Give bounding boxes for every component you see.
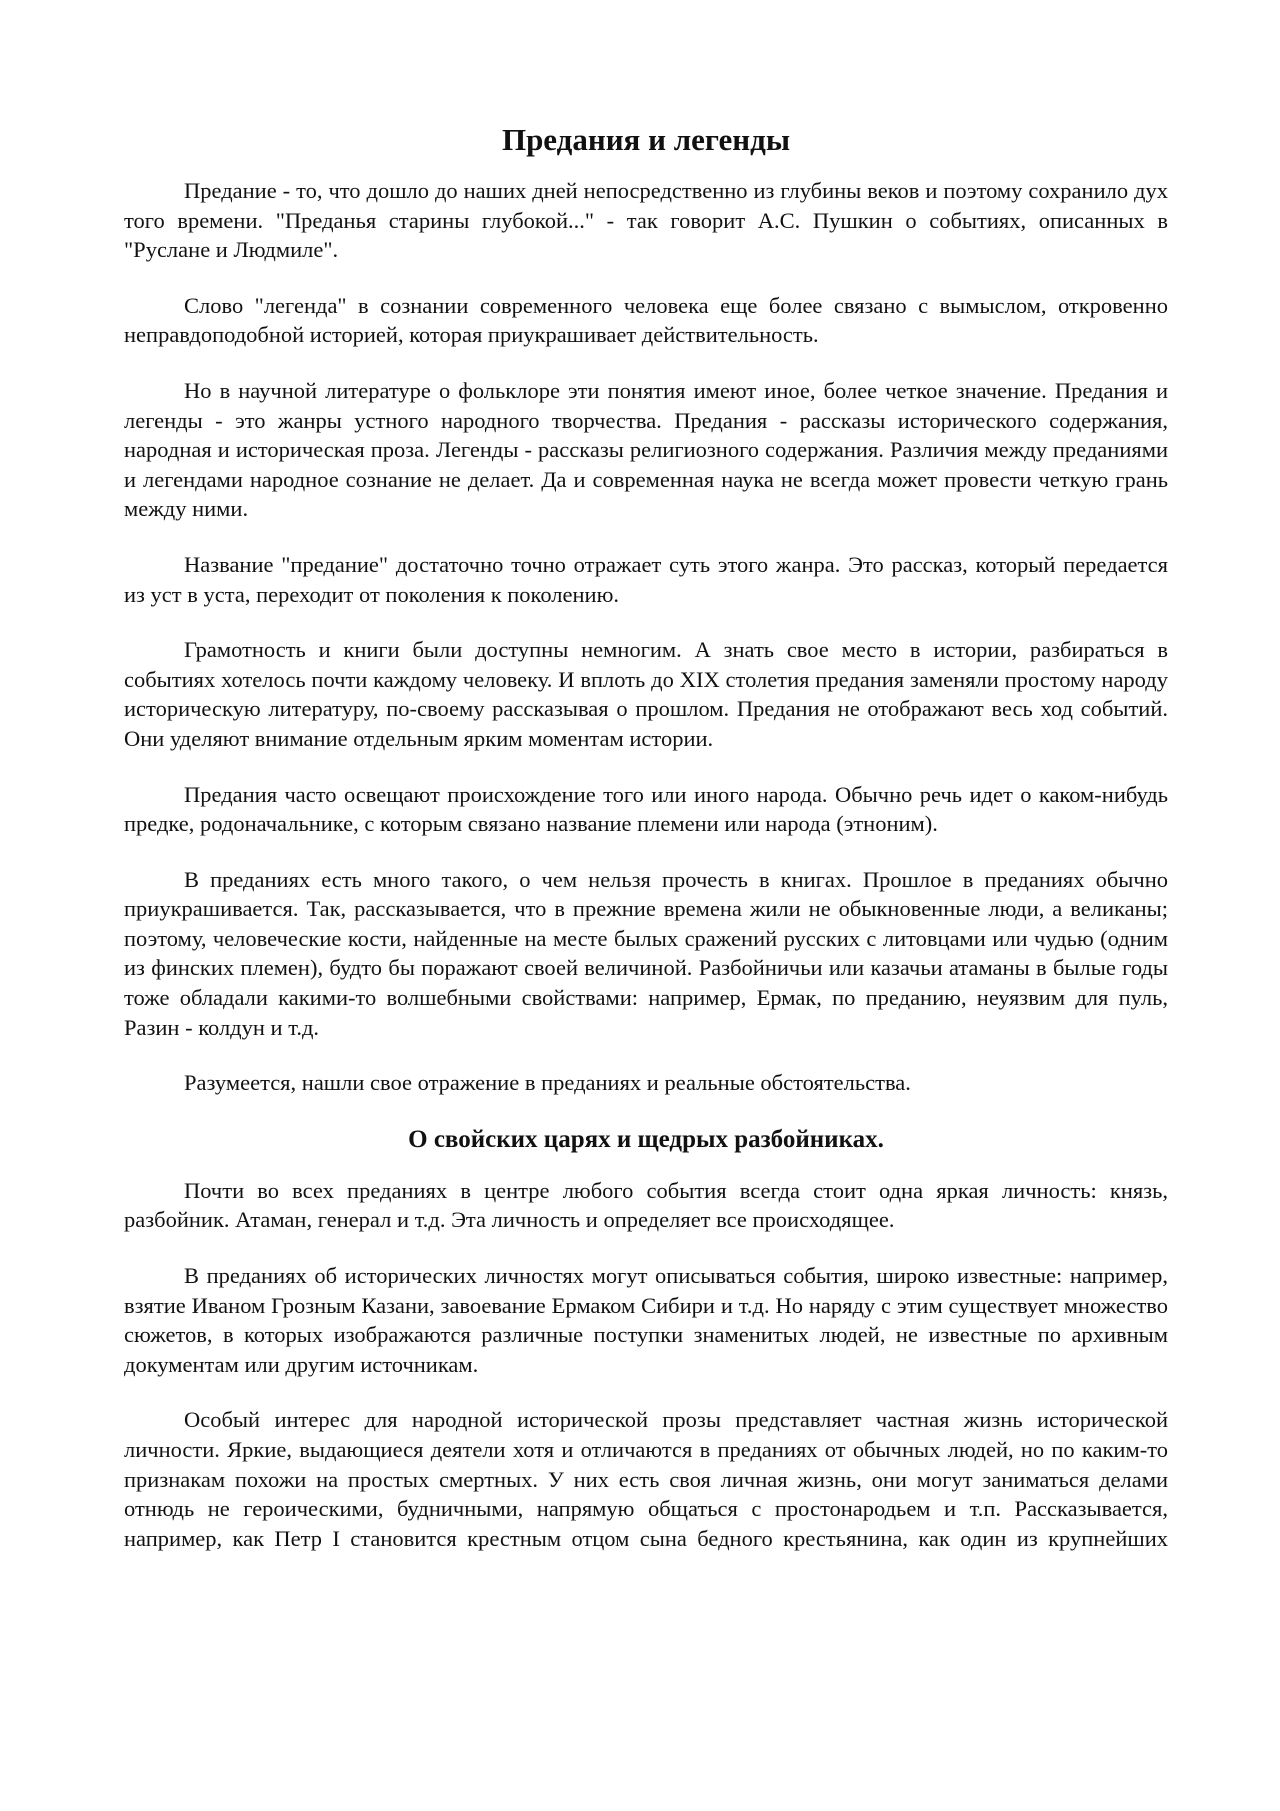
document-title: Предания и легенды (501, 122, 791, 157)
document-page (124, 120, 1168, 1553)
section-heading: О свойских царях и щедрых разбойниках. (408, 1125, 884, 1153)
paragraph: Особый интерес для народной исторической прозы представляет частная жизнь исторической личности. Яркие, выдающиеся деятели хотя и отличаются в преданиях от обычных людей, но по каким-то признакам похожи на простых смертных. У них есть своя личная жизнь, они могут заниматься делами отнюдь не героическими, будничными, напрямую общаться с простонародьем и т.п. Рассказывается, например, как Петр I становится крестным отцом сына бедного крестьянина, как один из крупнейших (124, 1407, 1168, 1551)
section-tsars-and-robbers (124, 1176, 1168, 1554)
paragraph: В преданиях об исторических личностях могут описываться события, широко известные: например, взятие Иваном Грозным Казани, завоевание Ермаком Сибири и т.д. Но наряду с этим существует множество сюжетов, в которых изображаются различные поступки знаменитых людей, не известные по архивным документам или другим источникам. (124, 1263, 1168, 1377)
paragraph: Но в научной литературе о фольклоре эти понятия имеют иное, более четкое значение. Предания и легенды - это жанры устного народного творчества. Предания - рассказы исторического содержания, народная и историческая проза. Легенды - рассказы религиозного содержания. Различия между преданиями и легендами народное сознание не делает. Да и современная наука не всегда может провести четкую грань между ними. (124, 377, 1168, 522)
paragraph: Слово "легенда" в сознании современного человека еще более связано с вымыслом, откровенно неправдоподобной историей, которая приукрашивает действительность. (124, 292, 1168, 348)
paragraph: Почти во всех преданиях в центре любого события всегда стоит одна яркая личность: князь, разбойник. Атаман, генерал и т.д. Эта личность и определяет все происходящее. (124, 1177, 1168, 1233)
paragraph: Предания часто освещают происхождение того или иного народа. Обычно речь идет о каком-нибудь предке, родоначальнике, с которым связано название племени или народа (этноним). (124, 781, 1168, 837)
paragraph: Грамотность и книги были доступны немногим. А знать свое место в истории, разбираться в событиях хотелось почти каждому человеку. И вплоть до XIX столетия предания заменяли простому народу историческую литературу, по-своему рассказывая о прошлом. Предания не отображают весь ход событий. Они уделяют внимание отдельным ярким моментам истории. (124, 637, 1168, 751)
paragraph: Разумеется, нашли свое отражение в преданиях и реальные обстоятельства. (184, 1070, 911, 1096)
paragraph: Предание - то, что дошло до наших дней непосредственно из глубины веков и поэтому сохранило дух того времени. "Преданья старины глубокой..." - так говорит А.С. Пушкин о событиях, описанных в "Руслане и Людмиле". (124, 178, 1168, 263)
paragraph: Название "предание" достаточно точно отражает суть этого жанра. Это рассказ, который передается из уст в уста, переходит от поколения к поколению. (124, 551, 1168, 607)
section-intro (124, 176, 1168, 1098)
paragraph: В преданиях есть много такого, о чем нельзя прочесть в книгах. Прошлое в преданиях обычно приукрашивается. Так, рассказывается, что в прежние времена жили не обыкновенные люди, а великаны; поэтому, человеческие кости, найденные на месте былых сражений русских с литовцами или чудью (одним из финских племен), будто бы поражают своей величиной. Разбойничьи или казачьи атаманы в былые годы тоже обладали какими-то волшебными свойствами: например, Ермак, по преданию, неуязвим для пуль, Разин - колдун и т.д. (124, 866, 1168, 1040)
